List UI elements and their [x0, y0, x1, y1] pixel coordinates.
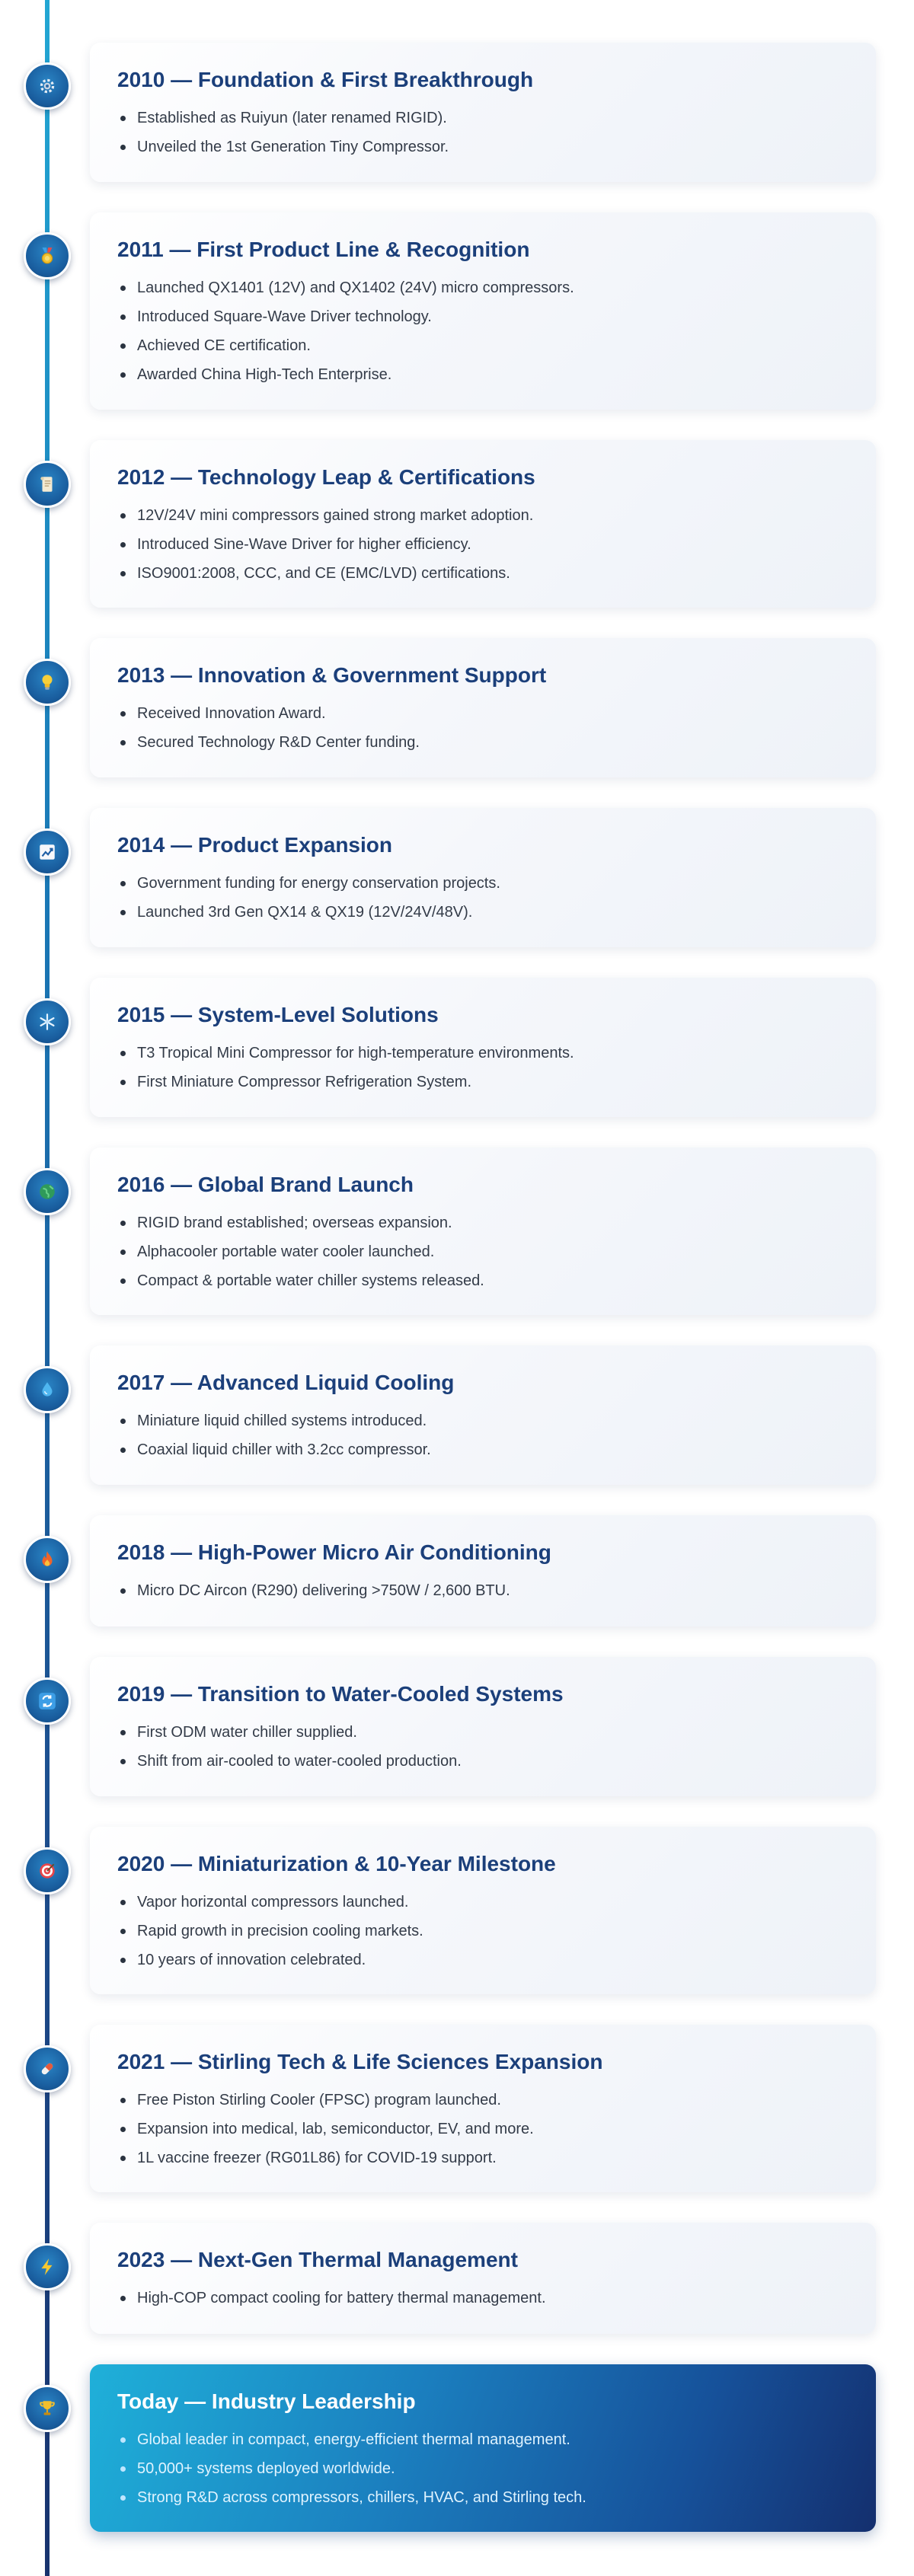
timeline-list	[117, 1039, 848, 1096]
timeline-card	[90, 1515, 876, 1626]
trophy-icon	[24, 2385, 71, 2432]
list-item: Unveiled the 1st Generation Tiny Compressor.	[137, 132, 848, 161]
timeline-heading: 2016 — Global Brand Launch	[117, 1173, 414, 1196]
list-item: 50,000+ systems deployed worldwide.	[137, 2454, 848, 2483]
cycle-icon	[24, 1677, 71, 1725]
list-item: Received Innovation Award.	[137, 699, 848, 728]
scroll-icon	[24, 461, 71, 508]
list-item: RIGID brand established; overseas expansion.	[137, 1208, 848, 1237]
list-item: Global leader in compact, energy-efficient thermal management.	[137, 2425, 848, 2454]
timeline-list	[117, 1208, 848, 1295]
timeline-list	[117, 1888, 848, 1974]
timeline-heading: 2010 — Foundation & First Breakthrough	[117, 68, 534, 91]
list-item: Secured Technology R&D Center funding.	[137, 728, 848, 757]
timeline-card	[90, 808, 876, 947]
timeline-card	[90, 1148, 876, 1315]
timeline-card-highlight	[90, 2364, 876, 2532]
timeline-list	[117, 699, 848, 757]
timeline-card	[90, 1657, 876, 1796]
timeline-card	[90, 1345, 876, 1485]
list-item: Vapor horizontal compressors launched.	[137, 1888, 848, 1917]
timeline-card	[90, 2025, 876, 2192]
timeline-list	[117, 1718, 848, 1776]
list-item: Micro DC Aircon (R290) delivering >750W / 2,600 BTU.	[137, 1576, 848, 1605]
timeline-heading: 2017 — Advanced Liquid Cooling	[117, 1371, 455, 1394]
list-item: 10 years of innovation celebrated.	[137, 1946, 848, 1974]
medal-icon	[24, 232, 71, 279]
timeline-card	[90, 212, 876, 410]
timeline-card	[90, 978, 876, 1117]
list-item: First ODM water chiller supplied.	[137, 1718, 848, 1747]
list-item: Shift from air-cooled to water-cooled production.	[137, 1747, 848, 1776]
timeline-list	[117, 2086, 848, 2172]
timeline-card	[90, 638, 876, 777]
list-item: ISO9001:2008, CCC, and CE (EMC/LVD) certifications.	[137, 559, 848, 588]
timeline-heading: 2014 — Product Expansion	[117, 833, 392, 857]
timeline-card	[90, 1827, 876, 1994]
list-item: Introduced Sine-Wave Driver for higher efficiency.	[137, 530, 848, 559]
list-item: T3 Tropical Mini Compressor for high-temperature environments.	[137, 1039, 848, 1068]
list-item: Expansion into medical, lab, semiconductor, EV, and more.	[137, 2115, 848, 2143]
timeline-heading: 2012 — Technology Leap & Certifications	[117, 465, 535, 489]
list-item: Miniature liquid chilled systems introduced.	[137, 1406, 848, 1435]
list-item: Introduced Square-Wave Driver technology.	[137, 302, 848, 331]
timeline-list	[117, 1406, 848, 1464]
list-item: Launched QX1401 (12V) and QX1402 (24V) micro compressors.	[137, 273, 848, 302]
snowflake-icon	[24, 998, 71, 1045]
list-item: 1L vaccine freezer (RG01L86) for COVID-19 support.	[137, 2143, 848, 2172]
timeline-heading: 2023 — Next-Gen Thermal Management	[117, 2248, 518, 2271]
timeline-list	[117, 2425, 848, 2512]
gear-icon	[24, 62, 71, 110]
timeline-heading: 2020 — Miniaturization & 10-Year Milestone	[117, 1852, 556, 1875]
timeline-card	[90, 2223, 876, 2334]
list-item: Launched 3rd Gen QX14 & QX19 (12V/24V/48V).	[137, 898, 848, 927]
target-icon	[24, 1847, 71, 1894]
timeline-heading: 2019 — Transition to Water-Cooled Systems	[117, 1682, 564, 1706]
list-item: Free Piston Stirling Cooler (FPSC) program launched.	[137, 2086, 848, 2115]
timeline-heading: 2015 — System-Level Solutions	[117, 1003, 439, 1026]
list-item: Compact & portable water chiller systems released.	[137, 1266, 848, 1295]
timeline-heading: Today — Industry Leadership	[117, 2389, 416, 2413]
timeline-list	[117, 1576, 848, 1605]
timeline-heading: 2013 — Innovation & Government Support	[117, 663, 547, 687]
timeline-list	[117, 869, 848, 927]
timeline-list	[117, 501, 848, 588]
list-item: Alphacooler portable water cooler launched.	[137, 1237, 848, 1266]
droplet-icon	[24, 1366, 71, 1413]
capsule-icon	[24, 2045, 71, 2092]
timeline-list	[117, 104, 848, 161]
timeline-heading: 2018 — High-Power Micro Air Conditioning	[117, 1540, 551, 1564]
globe-icon	[24, 1168, 71, 1215]
timeline-card	[90, 440, 876, 608]
lightning-icon	[24, 2243, 71, 2290]
list-item: Strong R&D across compressors, chillers, HVAC, and Stirling tech.	[137, 2483, 848, 2512]
lightbulb-icon	[24, 659, 71, 706]
timeline-rail	[45, 0, 50, 2576]
list-item: Government funding for energy conservation projects.	[137, 869, 848, 898]
timeline-card	[90, 43, 876, 182]
list-item: High-COP compact cooling for battery thermal management.	[137, 2284, 848, 2313]
timeline-heading: 2011 — First Product Line & Recognition	[117, 238, 530, 261]
timeline-list	[117, 2284, 848, 2313]
chart-up-icon	[24, 828, 71, 876]
timeline-list	[117, 273, 848, 389]
list-item: Coaxial liquid chiller with 3.2cc compressor.	[137, 1435, 848, 1464]
list-item: Achieved CE certification.	[137, 331, 848, 360]
list-item: First Miniature Compressor Refrigeration System.	[137, 1068, 848, 1096]
list-item: Rapid growth in precision cooling markets.	[137, 1917, 848, 1946]
flame-icon	[24, 1536, 71, 1583]
list-item: Awarded China High-Tech Enterprise.	[137, 360, 848, 389]
list-item: 12V/24V mini compressors gained strong market adoption.	[137, 501, 848, 530]
timeline-heading: 2021 — Stirling Tech & Life Sciences Expansion	[117, 2050, 603, 2073]
list-item: Established as Ruiyun (later renamed RIGID).	[137, 104, 848, 132]
